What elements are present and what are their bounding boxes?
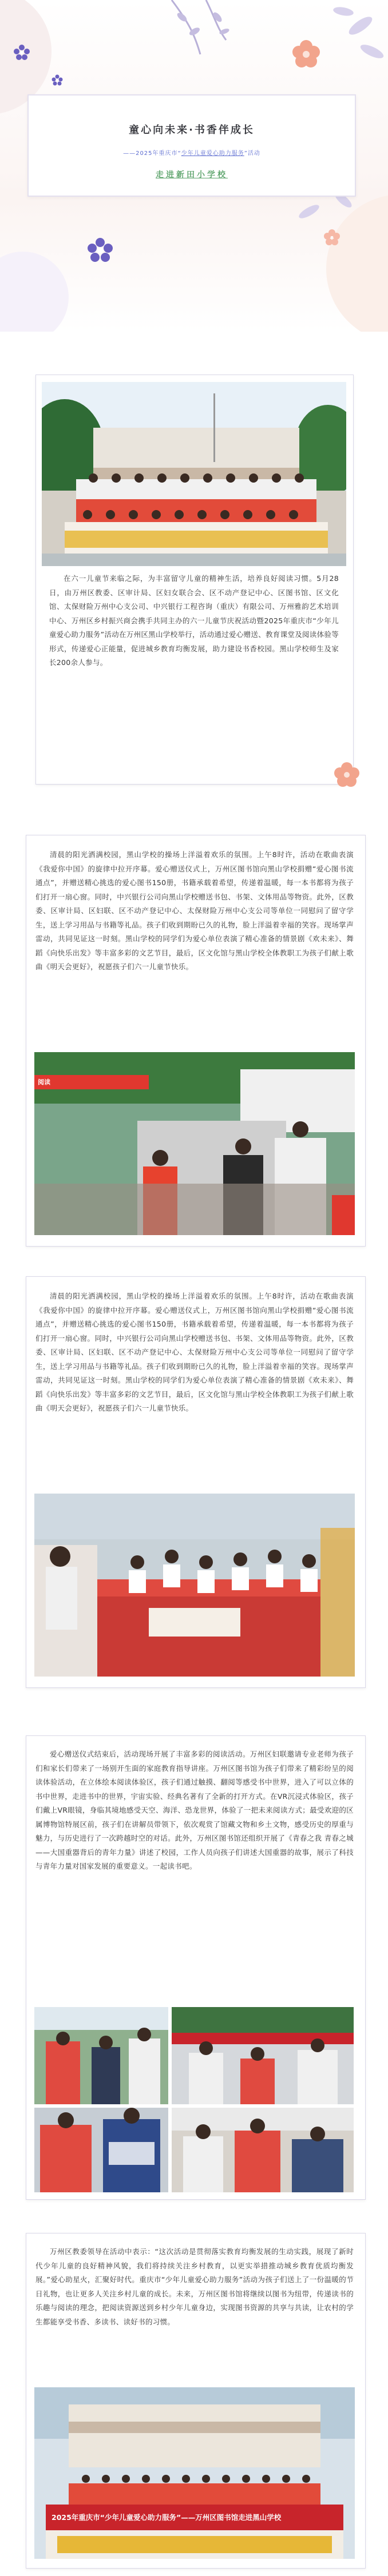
page-subtitle <box>29 148 355 157</box>
section3-paragraph: 清晨的阳光洒满校园，黑山学校的操场上洋溢着欢乐的氛围。上午8时许，活动在歌曲表演《我爱你中国》的旋律中拉开序幕。爱心赠送仪式上，万州区图书馆向黑山学校捐赠“爱心图书流通点”，并赠送精心挑选的爱心图书150册，书籍承载着希望，传递着温暖，每一本书都将为孩子们打开一扇心窗。同时，中兴银行公司向黑山学校赠送书包、书架、文体用品等物资。此外，区教委、区审计局、区妇联、区不动产登记中心、太保财险万州中心支公司等单位一同慰问了留守学生，送上学习用品与书籍等礼品。孩子们收到期盼已久的礼物，脸上洋溢着幸福的笑容。现场掌声雷动，共同见证这一时刻。黑山学校的同学们为爱心单位表演了精心准备的情景剧《欢未来》、舞蹈《向快乐出发》等丰富多彩的文艺节目，最后，区文化馆与黑山学校全体教职工为孩子们献上歌曲《明天会更好》，祝愿孩子们六一儿童节快乐。 <box>35 1292 354 1412</box>
section4-paragraph: 爱心赠送仪式结束后，活动现场开展了丰富多彩的阅读活动。万州区妇联邀请专业老师为孩子们和家长们带来了一场别开生面的家庭教育指导讲座。万州区图书馆为孩子们带来了精彩纷呈的阅读体验活动，在立体绘本阅读体验区，孩子们通过触摸、翻阅等感受书中世界，进入了可以立体的书中世界，走进书中的世界，宇宙实验、经典名著有了全新的打开方式。在VR沉浸式体验区，孩子们戴上VR眼镜，身临其境地感受天空、海洋、恐龙世界，体验了一把未来阅读方式；最受欢迎的区属博物馆特展区前，孩子们在讲解员带领下，依次观赏了馆藏文物和乡土文物，感受历史的厚重与魅力，与历史进行了一次跨越时空的对话。此外，万州区图书馆还组织开展了《青春之我 青春之城——大国重器背后的青年力量》讲述了校园，工作人员向孩子们讲述大国重器的故事，展示了科技与青年力量对国家发展的重要意义。一起读书吧。 <box>35 1750 354 1870</box>
intro-paragraph: 在六一儿童节来临之际，为丰富留守儿童的精神生活，培养良好阅读习惯。5月28日，由万州区教委、区审计局、区妇女联合会、区不动产登记中心、区图书馆、区文化馆、太保财险万州中心支公司、中兴银行工程咨询（重庆）有限公司、万州雅韵艺术培训中心、万州区乡村振兴商会携手共同主办的六一儿童节庆祝活动暨2025年重庆市“少年儿童爱心助力服务”活动在万州区黑山学校举行，活动通过爱心赠送、教育课堂及阅读体验等形式，传递爱心正能量，促进城乡教育均衡发展，助力建设书香校园。黑山学校师生及家长200余人参与。 <box>49 574 339 667</box>
gift-ceremony-photo <box>34 1052 355 1235</box>
vr-photo-1 <box>34 2007 168 2104</box>
closing-banner-text: 2025年重庆市“少年儿童爱心助力服务”——万州区图书馆走进黑山学校 <box>52 2513 282 2522</box>
section2-paragraph: 清晨的阳光洒满校园，黑山学校的操场上洋溢着欢乐的氛围。上午8时许，活动在歌曲表演《我爱你中国》的旋律中拉开序幕。爱心赠送仪式上，万州区图书馆向黑山学校捐赠“爱心图书流通点”，并赠送精心挑选的爱心图书150册，书籍承载着希望，传递着温暖，每一本书都将为孩子们打开一扇心窗。同时，中兴银行公司向黑山学校赠送书包、书架、文体用品等物资。此外，区教委、区审计局、区妇联、区不动产登记中心、太保财险万州中心支公司等单位一同慰问了留守学生，送上学习用品与书籍等礼品。孩子们收到期盼已久的礼物，脸上洋溢着幸福的笑容。现场掌声雷动，共同见证这一时刻。黑山学校的同学们为爱心单位表演了精心准备的情景剧《欢未来》、舞蹈《向快乐出发》等丰富多彩的文艺节目，最后，区文化馆与黑山学校全体教职工为孩子们献上歌曲《明天会更好》，祝愿孩子们六一儿童节快乐。 <box>35 850 354 971</box>
page-title: 童心向未来·书香伴成长 <box>129 124 255 136</box>
section5-paragraph: 万州区教委领导在活动中表示：“这次活动是贯彻落实教育均衡发展的生动实践，展现了新时代少年儿童的良好精神风貌，我们将持续关注乡村教育，以更实举措推动城乡教育优质均衡发展。”爱心助星火，汇聚好时代。重庆市“少年儿童爱心助力服务”活动为孩子们送上了一份温暖的节日礼物，也让更多人关注乡村儿童的成长。未来，万州区图书馆将继续以图书为纽带，传递读书的乐趣与阅读的理念，把阅读资源送到乡村少年儿童身边，实现图书资源的共享与共读，让农村的学生都能享受书香、多读书、读好书的习惯。 <box>35 2247 354 2326</box>
vr-photo-3 <box>34 2108 168 2192</box>
title-card <box>27 94 356 197</box>
flower-decoration-icon <box>330 758 364 792</box>
subtitle-suffix: ”活动 <box>244 150 260 157</box>
photo-banner-left: 阅读 <box>38 1078 50 1086</box>
closing-group-photo <box>34 2387 355 2559</box>
subtitle-highlight: 少年儿童爱心助力服务 <box>181 150 244 157</box>
vr-photo-4 <box>172 2108 354 2192</box>
group-photo <box>42 382 346 566</box>
school-name: 走进新田小学校 <box>156 170 228 180</box>
reading-activity-photo <box>34 1494 355 1677</box>
subtitle-prefix: ——2025年重庆市“ <box>123 150 181 157</box>
vr-photo-2 <box>172 2007 354 2104</box>
